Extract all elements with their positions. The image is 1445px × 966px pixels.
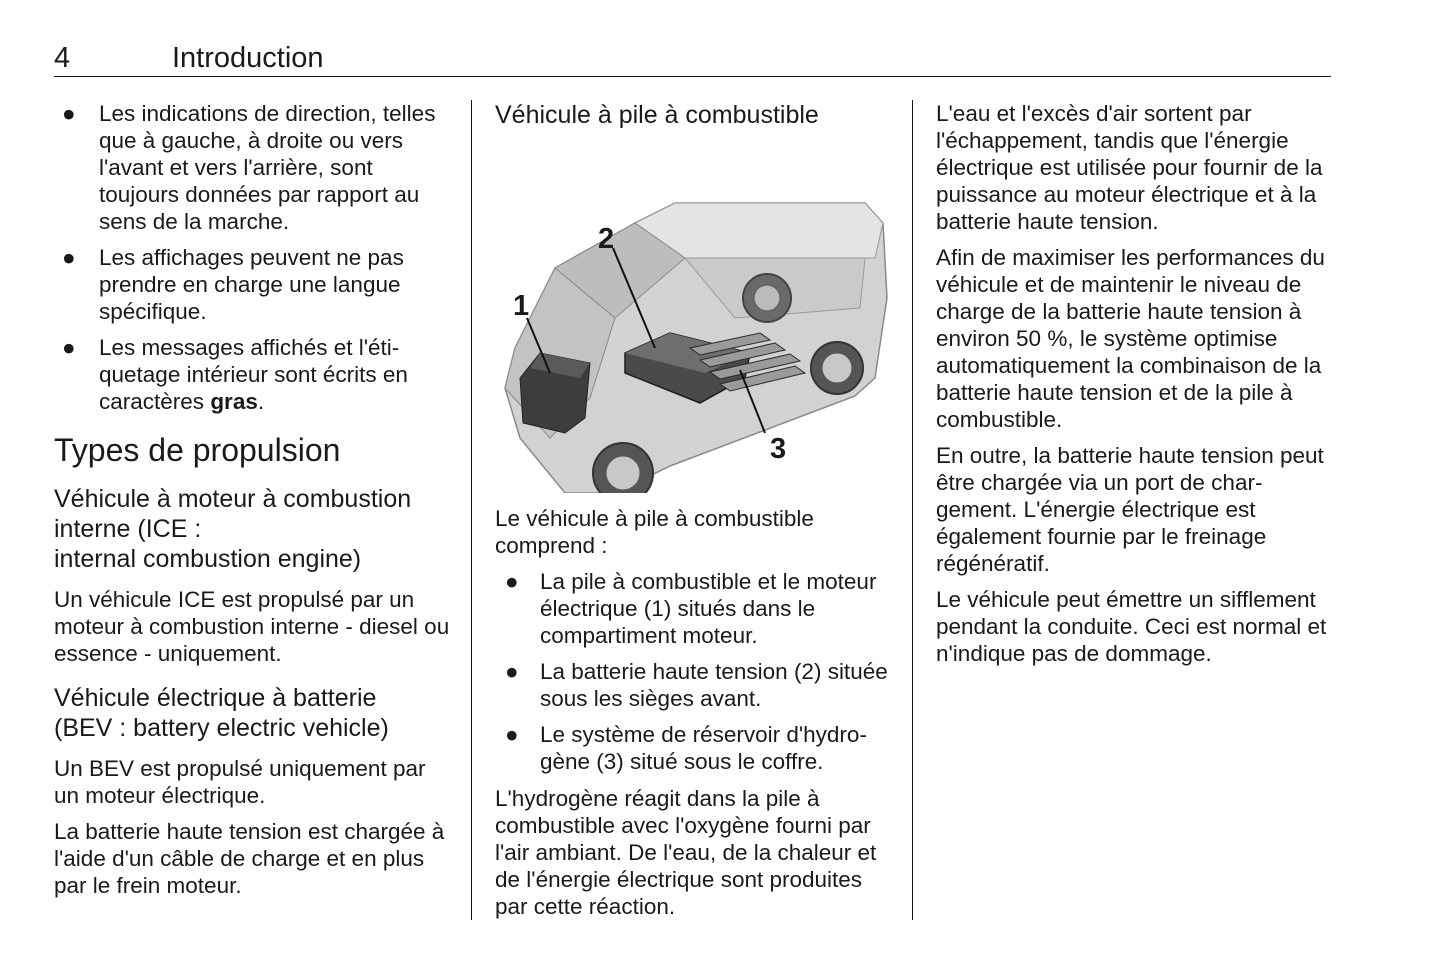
list-item: ● La pile à combustible et le moteur électrique (1) situés dans le compartiment moteur. [505,569,877,648]
bullet-icon: ● [62,245,76,270]
column-2 [495,100,895,929]
callout-label-2: 2 [598,223,615,255]
subheading-bev: Véhicule électrique à batterie (BEV : battery electric vehicle) [54,684,389,742]
bullet-icon: ● [505,659,519,684]
column-3 [936,100,1336,676]
list-item: ● Les messages affichés et l'étiquetage intérieur sont écrits en caractères gras. [62,335,408,414]
section-heading-propulsion: Types de propulsion [54,432,341,468]
subheading-fuel-cell: Véhicule à pile à combustible [495,101,819,129]
paragraph: Le véhicule peut émettre un sifflement pendant la conduite. Ceci est normal et n'indique pas de dommage. [936,587,1327,666]
bold-word: gras [210,389,258,414]
paragraph: En outre, la batterie haute tension peut être chargée via un port de chargement. L'énergie électrique est également fournie par le freinage régénératif. [936,443,1324,576]
callout-label-3: 3 [770,433,787,465]
vehicle-illustration [495,148,895,493]
chapter-title: Introduction [172,42,324,74]
hydrogen-reaction-paragraph: L'hydrogène réagit dans la pile à combustible avec l'oxygène fourni par l'air ambiant. De l'eau, de la chaleur et de l'énergie électrique sont produites par cette réaction. [495,786,877,919]
vehicle-cutaway-drawing [495,148,895,493]
bullet-icon: ● [505,569,519,594]
subheading-ice: Véhicule à moteur à combustion interne (ICE : internal combustion engine) [54,485,412,573]
page-number: 4 [54,42,71,74]
page-header [54,40,1331,77]
callout-label-1: 1 [513,290,530,322]
column-1 [54,100,454,908]
bullet-icon: ● [62,101,76,126]
bev-paragraph-1: Un BEV est propulsé uniquement par un moteur électrique. [54,756,426,808]
paragraph: L'eau et l'excès d'air sortent par l'échappement, tandis que l'énergie électrique est utilisée pour fournir de la puissance au moteur électrique et à la batterie haute tension. [936,101,1323,234]
bullet-icon: ● [62,335,76,360]
column-divider-1 [471,100,472,920]
direction-notes-list [54,100,454,415]
list-item: ● Les indications de direction, telles que à gauche, à droite ou vers l'avant et vers l'arrière, sont toujours données par rapport au sens de la marche. [62,101,436,234]
ice-paragraph: Un véhicule ICE est propulsé par un moteur à combustion interne - diesel ou essence - uniquement. [54,587,450,666]
list-item: ● Le système de réservoir d'hydrogène (3) situé sous le coffre. [505,722,867,774]
fuel-cell-components-list [495,568,895,775]
column-divider-2 [912,100,913,920]
list-item: ● La batterie haute tension (2) située sous les sièges avant. [505,659,888,711]
bullet-icon: ● [505,722,519,747]
list-item: ● Les affichages peuvent ne pas prendre en charge une langue spécifique. [62,245,404,324]
paragraph: Afin de maximiser les performances du véhicule et de maintenir le niveau de charge de la batterie haute tension à environ 50 %, le système optimise automatiquement la combinaison de la batterie haute tension et de la pile à combustible. [936,245,1325,432]
fuel-cell-intro: Le véhicule à pile à combustible comprend : [495,506,814,558]
bev-paragraph-2: La batterie haute tension est chargée à l'aide d'un câble de charge et en plus par le frein moteur. [54,819,445,898]
